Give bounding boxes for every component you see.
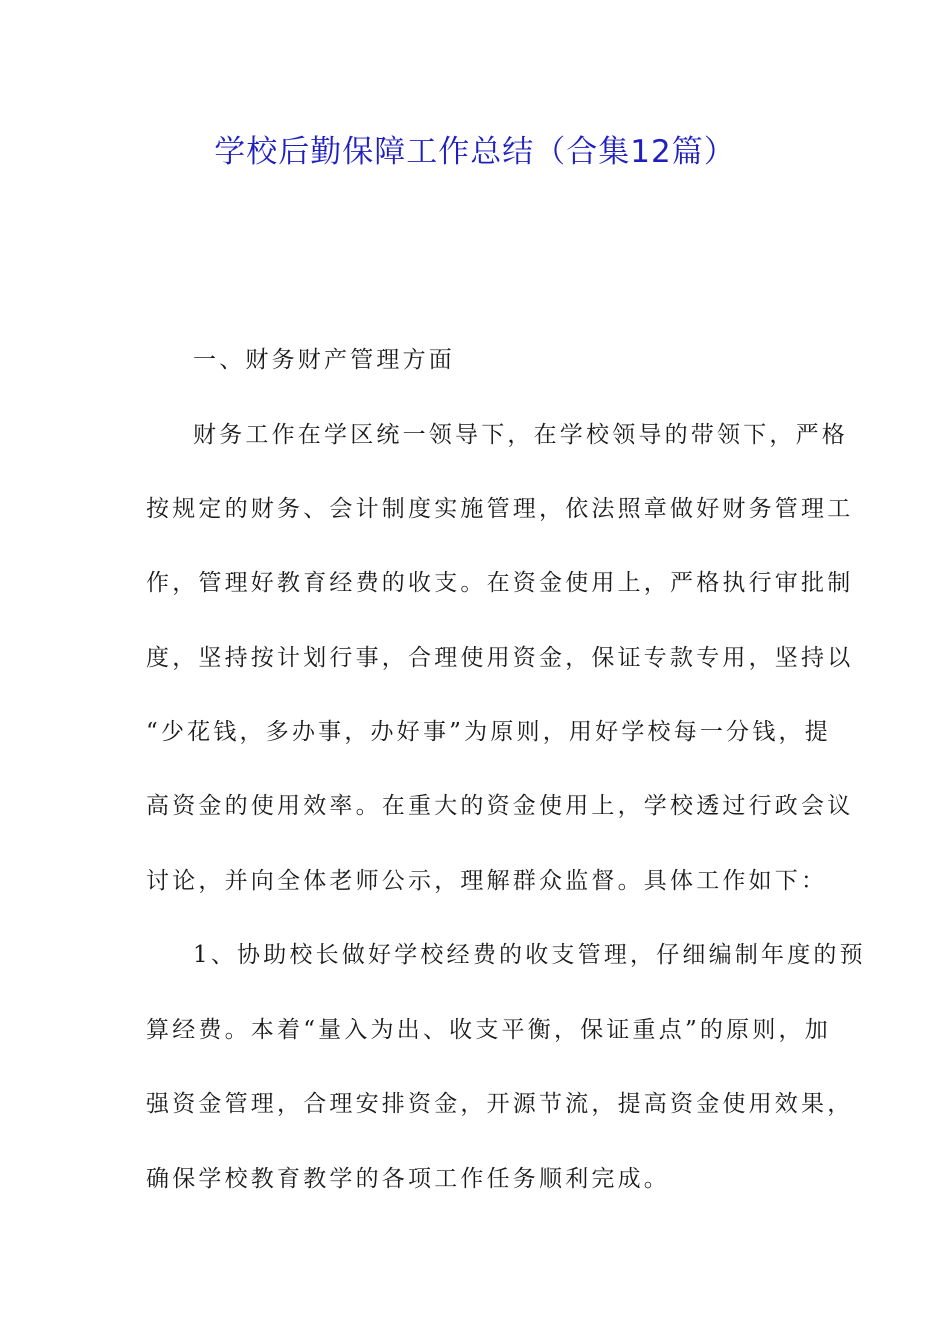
section-heading: 一、财务财产管理方面 bbox=[193, 347, 455, 373]
paragraph-line: 强资金管理，合理安排资金，开源节流，提高资金使用效果， bbox=[146, 1091, 854, 1117]
document-title: 学校后勤保障工作总结（合集12篇） bbox=[214, 134, 736, 170]
paragraph-line: 高资金的使用效率。在重大的资金使用上，学校透过行政会议 bbox=[146, 793, 854, 819]
paragraph-line: 确保学校教育教学的各项工作任务顺利完成。 bbox=[146, 1166, 670, 1192]
paragraph-line: 度，坚持按计划行事，合理使用资金，保证专款专用，坚持以 bbox=[146, 645, 854, 671]
paragraph-line: 作，管理好教育经费的收支。在资金使用上，严格执行审批制 bbox=[146, 570, 854, 596]
paragraph-line: “少花钱，多办事，办好事”为原则，用好学校每一分钱，提 bbox=[146, 719, 831, 745]
paragraph-line: 财务工作在学区统一领导下，在学校领导的带领下，严格 bbox=[193, 422, 848, 448]
paragraph-line: 讨论，并向全体老师公示，理解群众监督。具体工作如下： bbox=[146, 868, 828, 894]
paragraph-line: 按规定的财务、会计制度实施管理，依法照章做好财务管理工 bbox=[146, 496, 854, 522]
paragraph-line: 算经费。本着“量入为出、收支平衡，保证重点”的原则，加 bbox=[146, 1017, 831, 1043]
paragraph-line: 1、协助校长做好学校经费的收支管理，仔细编制年度的预 bbox=[193, 942, 866, 968]
